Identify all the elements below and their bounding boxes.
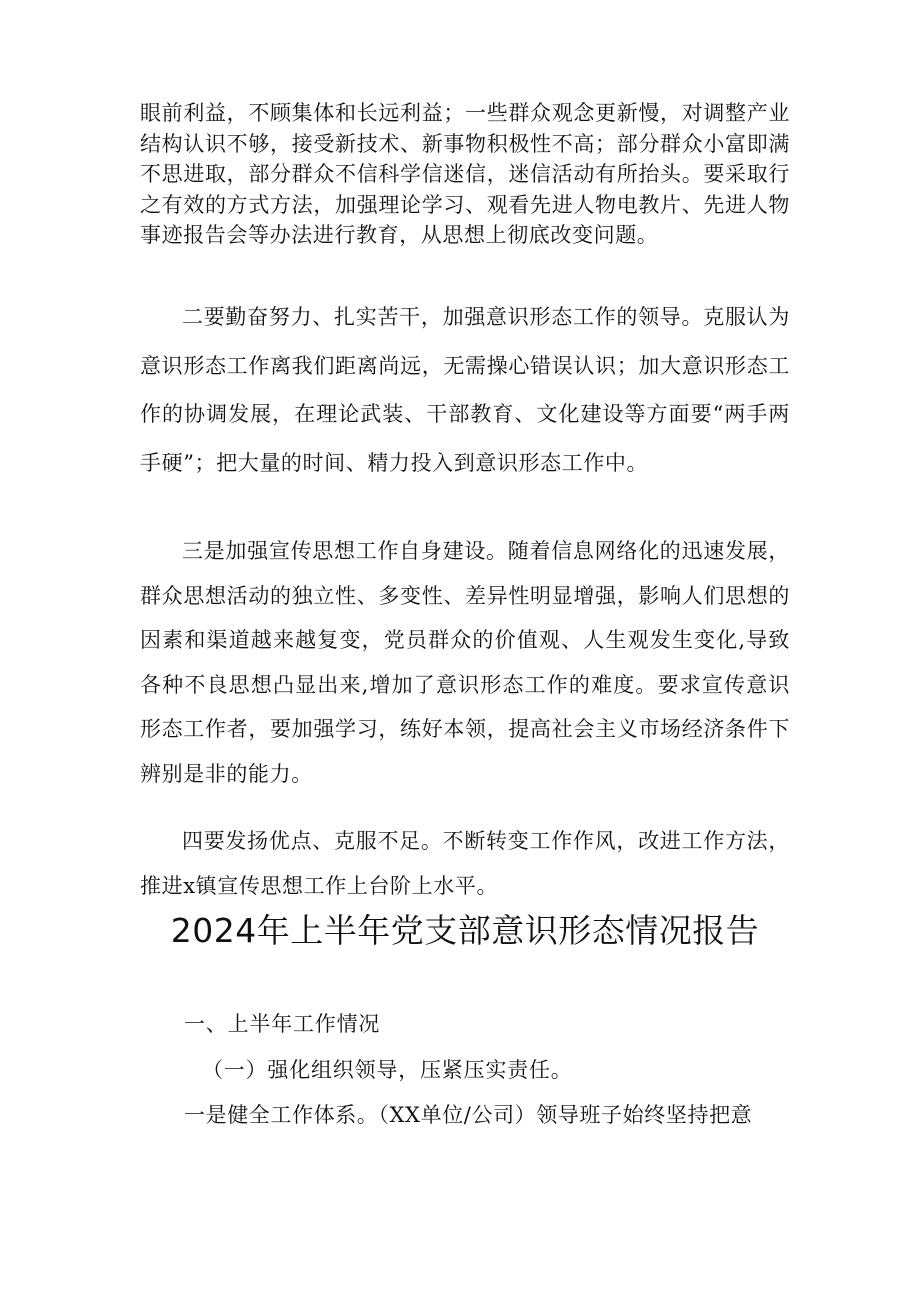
report-title: 2024年上半年党支部意识形态情况报告 bbox=[170, 911, 760, 950]
paragraph-four: 四要发扬优点、克服不足。不断转变工作作风，改进工作方法，推进x镇宣传思想工作上台阶上水平。 bbox=[140, 829, 790, 898]
paragraph-two: 二要勤奋努力、扎实苦干，加强意识形态工作的领导。克服认为意识形态工作离我们距离尚远，无需操心错误认识；加大意识形态工作的协调发展，在理论武装、干部教育、文化建设等方面要“两手两手硬”；把大量的时间、精力投入到意识形态工作中。 bbox=[140, 305, 790, 475]
paragraph-three: 三是加强宣传思想工作自身建设。随着信息网络化的迅速发展，群众思想活动的独立性、多变性、差异性明显增强，影响人们思想的因素和渠道越来越复变，党员群众的价值观、人生观发生变化,导致各种不良思想凸显出来,增加了意识形态工作的难度。要求宣传意识形态工作者，要加强学习，练好本领，提高社会主义市场经济条件下辨别是非的能力。 bbox=[140, 539, 790, 786]
paragraph-continuation: 眼前利益，不顾集体和长远利益；一些群众观念更新慢，对调整产业结构认识不够，接受新技术、新事物积极性不高；部分群众小富即满不思进取，部分群众不信科学信迷信，迷信活动有所抬头。要采取行之有效的方式方法，加强理论学习、观看先进人物电教片、先进人物事迹报告会等办法进行教育，从思想上彻底改变问题。 bbox=[140, 101, 790, 247]
body-line: 一是健全工作体系。（XX单位/公司）领导班子始终坚持把意 bbox=[184, 1103, 753, 1127]
subsection-heading: （一）强化组织领导，压紧压实责任。 bbox=[202, 1058, 573, 1082]
section-heading: 一、上半年工作情况 bbox=[184, 1012, 381, 1036]
